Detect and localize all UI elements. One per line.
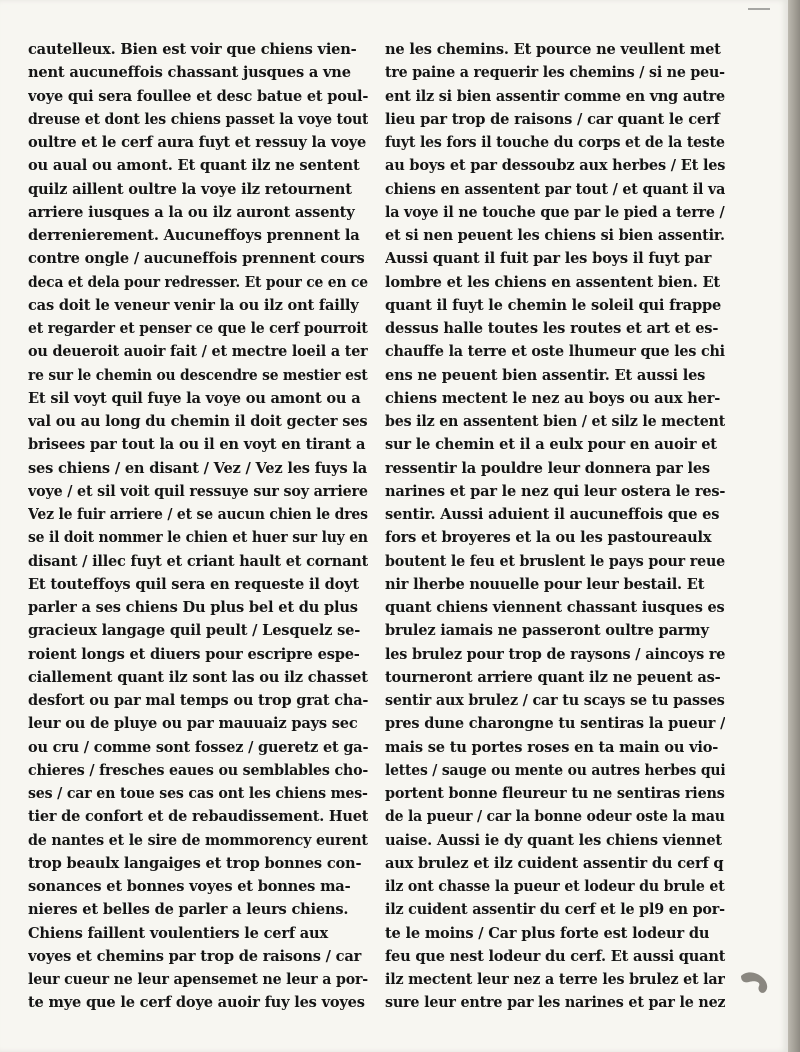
text-line: Et touteffoys quil sera en requeste il doyt xyxy=(28,575,359,593)
text-line: et si nen peuent les chiens si bien assentir. xyxy=(385,227,725,244)
text-line: fors et broyeres et la ou les pastoureaulx xyxy=(385,529,712,547)
text-line: cautelleux. Bien est voir que chiens vien- xyxy=(28,41,357,58)
text-line: tre paine a requerir les chemins / si ne peu- xyxy=(385,64,725,82)
text-line: aux brulez et ilz cuident assentir du cerf q xyxy=(385,854,724,872)
text-line: ou cru / comme sont fossez / gueretz et ga- xyxy=(28,738,368,756)
text-line: Aussi quant il fuit par les boys il fuyt par xyxy=(385,250,712,268)
text-line: quant il fuyt le chemin le soleil qui frappe xyxy=(385,296,722,314)
text-line: fuyt les fors il touche du corps et de la teste xyxy=(385,134,725,151)
page-edge xyxy=(788,0,800,1052)
text-line: roient longs et diuers pour escripre espe- xyxy=(28,645,360,663)
text-line: chauffe la terre et oste lhumeur que les chi xyxy=(385,343,725,361)
text-line: se il doit nommer le chien et huer sur luy en xyxy=(28,529,368,547)
text-line: cas doit le veneur venir la ou ilz ont failly xyxy=(28,296,359,314)
text-line: sure leur entre par les narines et par le nez xyxy=(385,994,725,1012)
text-line: derrenierement. Aucuneffoys prennent la xyxy=(28,227,360,244)
text-line: quant chiens viennent chassant iusques es xyxy=(385,599,725,616)
text-line: lieu par trop de raisons / car quant le cerf xyxy=(385,110,720,128)
text-line: re sur le chemin ou descendre se mestier est xyxy=(28,366,368,384)
text-line: val ou au long du chemin il doit gecter ses xyxy=(28,413,368,430)
text-line: chieres / fresches eaues ou semblables cho- xyxy=(28,761,368,779)
right-text-column xyxy=(385,38,725,1015)
text-line: te mye que le cerf doye auoir fuy les voyes xyxy=(28,994,365,1012)
text-line: et regarder et penser ce que le cerf pourroit xyxy=(28,320,368,337)
text-line: narines et par le nez qui leur ostera le res- xyxy=(385,482,725,500)
text-line: lombre et les chiens en assentent bien. Et xyxy=(385,273,720,291)
text-line: Chiens faillent voulentiers le cerf aux xyxy=(28,924,328,942)
text-line: les brulez pour trop de raysons / aincoys re xyxy=(385,645,725,663)
text-line: sur le chemin et il a eulx pour en auoir et xyxy=(385,436,717,454)
text-line: dreuse et dont les chiens passet la voye tout xyxy=(28,110,368,128)
text-line: uaise. Aussi ie dy quant les chiens viennet xyxy=(385,831,722,849)
text-line: de la pueur / car la bonne odeur oste la mau xyxy=(385,808,725,826)
text-line: arriere iusques a la ou ilz auront assenty xyxy=(28,203,355,221)
text-line: ne les chemins. Et pource ne veullent met xyxy=(385,41,721,58)
text-line: trop beaulx langaiges et trop bonnes con- xyxy=(28,854,362,872)
text-line: gracieux langage quil peult / Lesquelz se- xyxy=(28,622,361,640)
text-line: ou aual ou amont. Et quant ilz ne sentent xyxy=(28,157,360,175)
text-line: portent bonne fleureur tu ne sentiras riens xyxy=(385,785,725,802)
text-line: brisees par tout la ou il en voyt en tirant a xyxy=(28,436,366,454)
text-line: tourneront arriere quant ilz ne peuent as- xyxy=(385,668,721,686)
text-line: leur cueur ne leur apensemet ne leur a por- xyxy=(28,971,368,988)
text-line: sentir. Aussi aduient il aucuneffois que es xyxy=(385,506,720,523)
text-line: oultre et le cerf aura fuyt et ressuy la voye xyxy=(28,134,367,151)
text-line: sentir aux brulez / car tu scays se tu passes xyxy=(385,692,725,709)
text-line: dessus halle toutes les routes et art et es- xyxy=(385,320,719,337)
text-line: ciallement quant ilz sont las ou ilz chasset xyxy=(28,668,368,686)
ink-smudge-mark xyxy=(737,968,773,996)
text-line: sonances et bonnes voyes et bonnes ma- xyxy=(28,878,351,895)
text-line: ses chiens / en disant / Vez / Vez les fuys la xyxy=(28,459,367,477)
text-line: de nantes et le sire de mommorency eurent xyxy=(28,831,368,849)
text-line: bes ilz en assentent bien / et silz le mectent xyxy=(385,413,725,430)
text-line: desfort ou par mal temps ou trop grat cha- xyxy=(28,692,368,709)
text-line: ilz ont chasse la pueur et lodeur du brule et xyxy=(385,878,725,895)
text-line: boutent le feu et bruslent le pays pour reue xyxy=(385,552,725,570)
text-line: chiens mectent le nez au boys ou aux her- xyxy=(385,389,721,407)
text-line: la voye il ne touche que par le pied a terre / xyxy=(385,203,725,221)
text-line: tier de confort et de rebaudissement. Huet xyxy=(28,808,368,826)
text-line: pres dune charongne tu sentiras la pueur / xyxy=(385,715,725,733)
text-line: ou deueroit auoir fait / et mectre loeil a ter xyxy=(28,343,368,361)
text-line: nent aucuneffois chassant jusques a vne xyxy=(28,64,351,82)
text-line: disant / illec fuyt et criant hault et cornant xyxy=(28,552,368,570)
text-line: nir lherbe nouuelle pour leur bestail. Et xyxy=(385,575,705,593)
text-line: voyes et chemins par trop de raisons / car xyxy=(28,947,362,965)
text-line: chiens en assentent par tout / et quant il va xyxy=(385,180,725,198)
text-line: deca et dela pour redresser. Et pour ce en ce xyxy=(28,273,368,291)
text-line: lettes / sauge ou mente ou autres herbes qui xyxy=(385,761,725,779)
left-text-column xyxy=(28,38,368,1015)
text-line: quilz aillent oultre la voye ilz retournent xyxy=(28,180,352,198)
text-line: ens ne peuent bien assentir. Et aussi les xyxy=(385,366,706,384)
text-line: contre ongle / aucuneffois prennent cours xyxy=(28,250,365,268)
text-line: leur ou de pluye ou par mauuaiz pays sec xyxy=(28,715,358,733)
text-line: ent ilz si bien assentir comme en vng autre xyxy=(385,87,725,105)
text-line: ilz cuident assentir du cerf et le pl9 en por- xyxy=(385,901,725,919)
text-line: Et sil voyt quil fuye la voye ou amont ou a xyxy=(28,389,361,407)
text-line: parler a ses chiens Du plus bel et du plus xyxy=(28,599,358,616)
text-line: voye / et sil voit quil ressuye sur soy arriere xyxy=(28,482,368,500)
text-line: nieres et belles de parler a leurs chiens. xyxy=(28,901,349,919)
page-corner-mark xyxy=(748,0,770,10)
text-line: ilz mectent leur nez a terre les brulez et lar xyxy=(385,971,725,988)
text-line: feu que nest lodeur du cerf. Et aussi quant xyxy=(385,947,725,965)
text-line: brulez iamais ne passeront oultre parmy xyxy=(385,622,709,640)
text-line: au boys et par dessoubz aux herbes / Et les xyxy=(385,157,725,175)
text-line: ressentir la pouldre leur donnera par les xyxy=(385,459,710,477)
text-line: ses / car en toue ses cas ont les chiens mes- xyxy=(28,785,368,802)
text-line: mais se tu portes roses en ta main ou vio- xyxy=(385,738,719,756)
text-line: te le moins / Car plus forte est lodeur du xyxy=(385,924,710,942)
text-line: voye qui sera foullee et desc batue et poul- xyxy=(28,87,368,105)
text-line: Vez le fuir arriere / et se aucun chien le dres xyxy=(28,506,368,523)
